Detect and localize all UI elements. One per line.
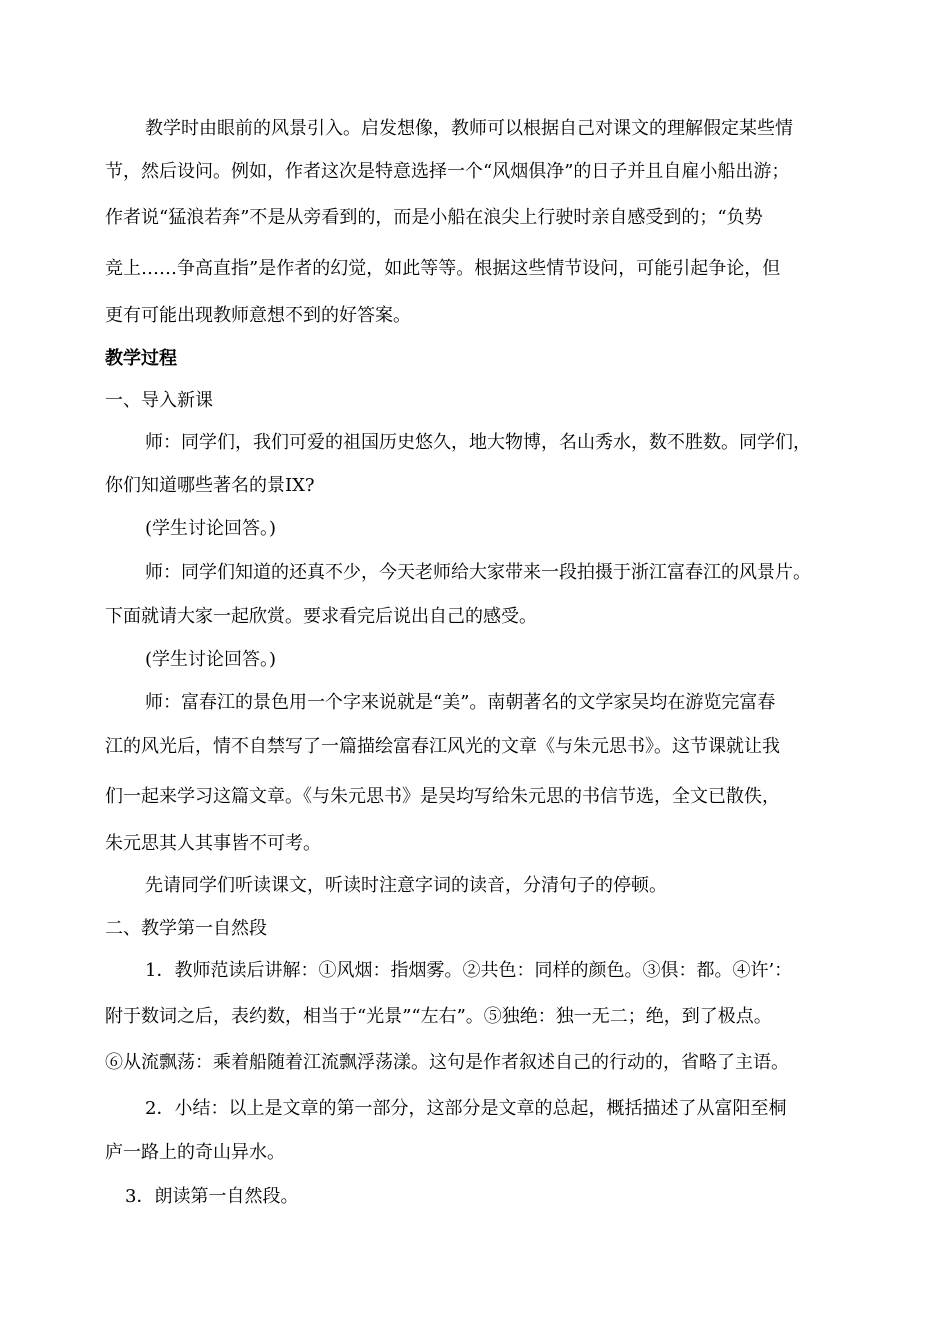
paragraph-line: 1．教师范读后讲解：①风烟：指烟雾。②共色：同样的颜色。③俱：都。④许’： xyxy=(145,960,793,981)
paragraph-line: 教学时由眼前的风景引入。启发想像，教师可以根据自己对课文的理解假定某些情 xyxy=(145,118,793,139)
paragraph-line: 竞上……争高直指”是作者的幻觉，如此等等。根据这些情节设问，可能引起争论，但 xyxy=(105,258,781,279)
paragraph-line: 你们知道哪些著名的景IX? xyxy=(105,475,315,496)
paragraph-line: 朱元思其人其事皆不可考。 xyxy=(105,833,321,854)
paragraph-line: 江的风光后，情不自禁写了一篇描绘富春江风光的文章《与朱元思书》。这节课就让我 xyxy=(105,736,780,757)
paragraph-line: 们一起来学习这篇文章。《与朱元思书》是吴均写给朱元思的书信节选，全文已散佚， xyxy=(105,786,780,807)
paragraph-line: 下面就请大家一起欣赏。要求看完后说出自己的感受。 xyxy=(105,606,537,627)
paragraph-line: ⑥从流飘荡：乘着船随着江流飘浮荡漾。这句是作者叙述自己的行动的，省略了主语。 xyxy=(105,1052,789,1073)
paragraph-line: 节，然后设问。例如，作者这次是特意选择一个“风烟俱净”的日子并且自雇小船出游； xyxy=(105,161,790,182)
paragraph-line: 师：同学们，我们可爱的祖国历史悠久，地大物博，名山秀水，数不胜数。同学们， xyxy=(145,432,811,453)
paragraph-line: (学生讨论回答。) xyxy=(145,649,277,670)
section-title: 二、教学第一自然段 xyxy=(105,918,267,939)
paragraph-line: 作者说“猛浪若奔”不是从旁看到的，而是小船在浪尖上行驶时亲自感受到的；“负势 xyxy=(105,207,763,228)
paragraph-line: 师：同学们知道的还真不少，今天老师给大家带来一段拍摄于浙江富春江的风景片。 xyxy=(145,562,811,583)
paragraph-line: 附于数词之后，表约数，相当于“光景”“左右”。⑤独绝：独一无二；绝，到了极点。 xyxy=(105,1006,772,1027)
section-heading: 教学过程 xyxy=(105,348,177,369)
paragraph-line: 更有可能出现教师意想不到的好答案。 xyxy=(105,305,411,326)
paragraph-line: 庐一路上的奇山异水。 xyxy=(105,1142,285,1163)
paragraph-line: 2．小结：以上是文章的第一部分，这部分是文章的总起，概括描述了从富阳至桐 xyxy=(145,1098,787,1119)
paragraph-line: 师：富春江的景色用一个字来说就是“美”。南朝著名的文学家吴均在游览完富春 xyxy=(145,692,776,713)
paragraph-line: 3．朗读第一自然段。 xyxy=(125,1186,299,1207)
paragraph-line: (学生讨论回答。) xyxy=(145,518,277,539)
paragraph-line: 先请同学们听读课文，听读时注意字词的读音，分清句子的停顿。 xyxy=(145,875,667,896)
section-title: 一、导入新课 xyxy=(105,390,213,411)
